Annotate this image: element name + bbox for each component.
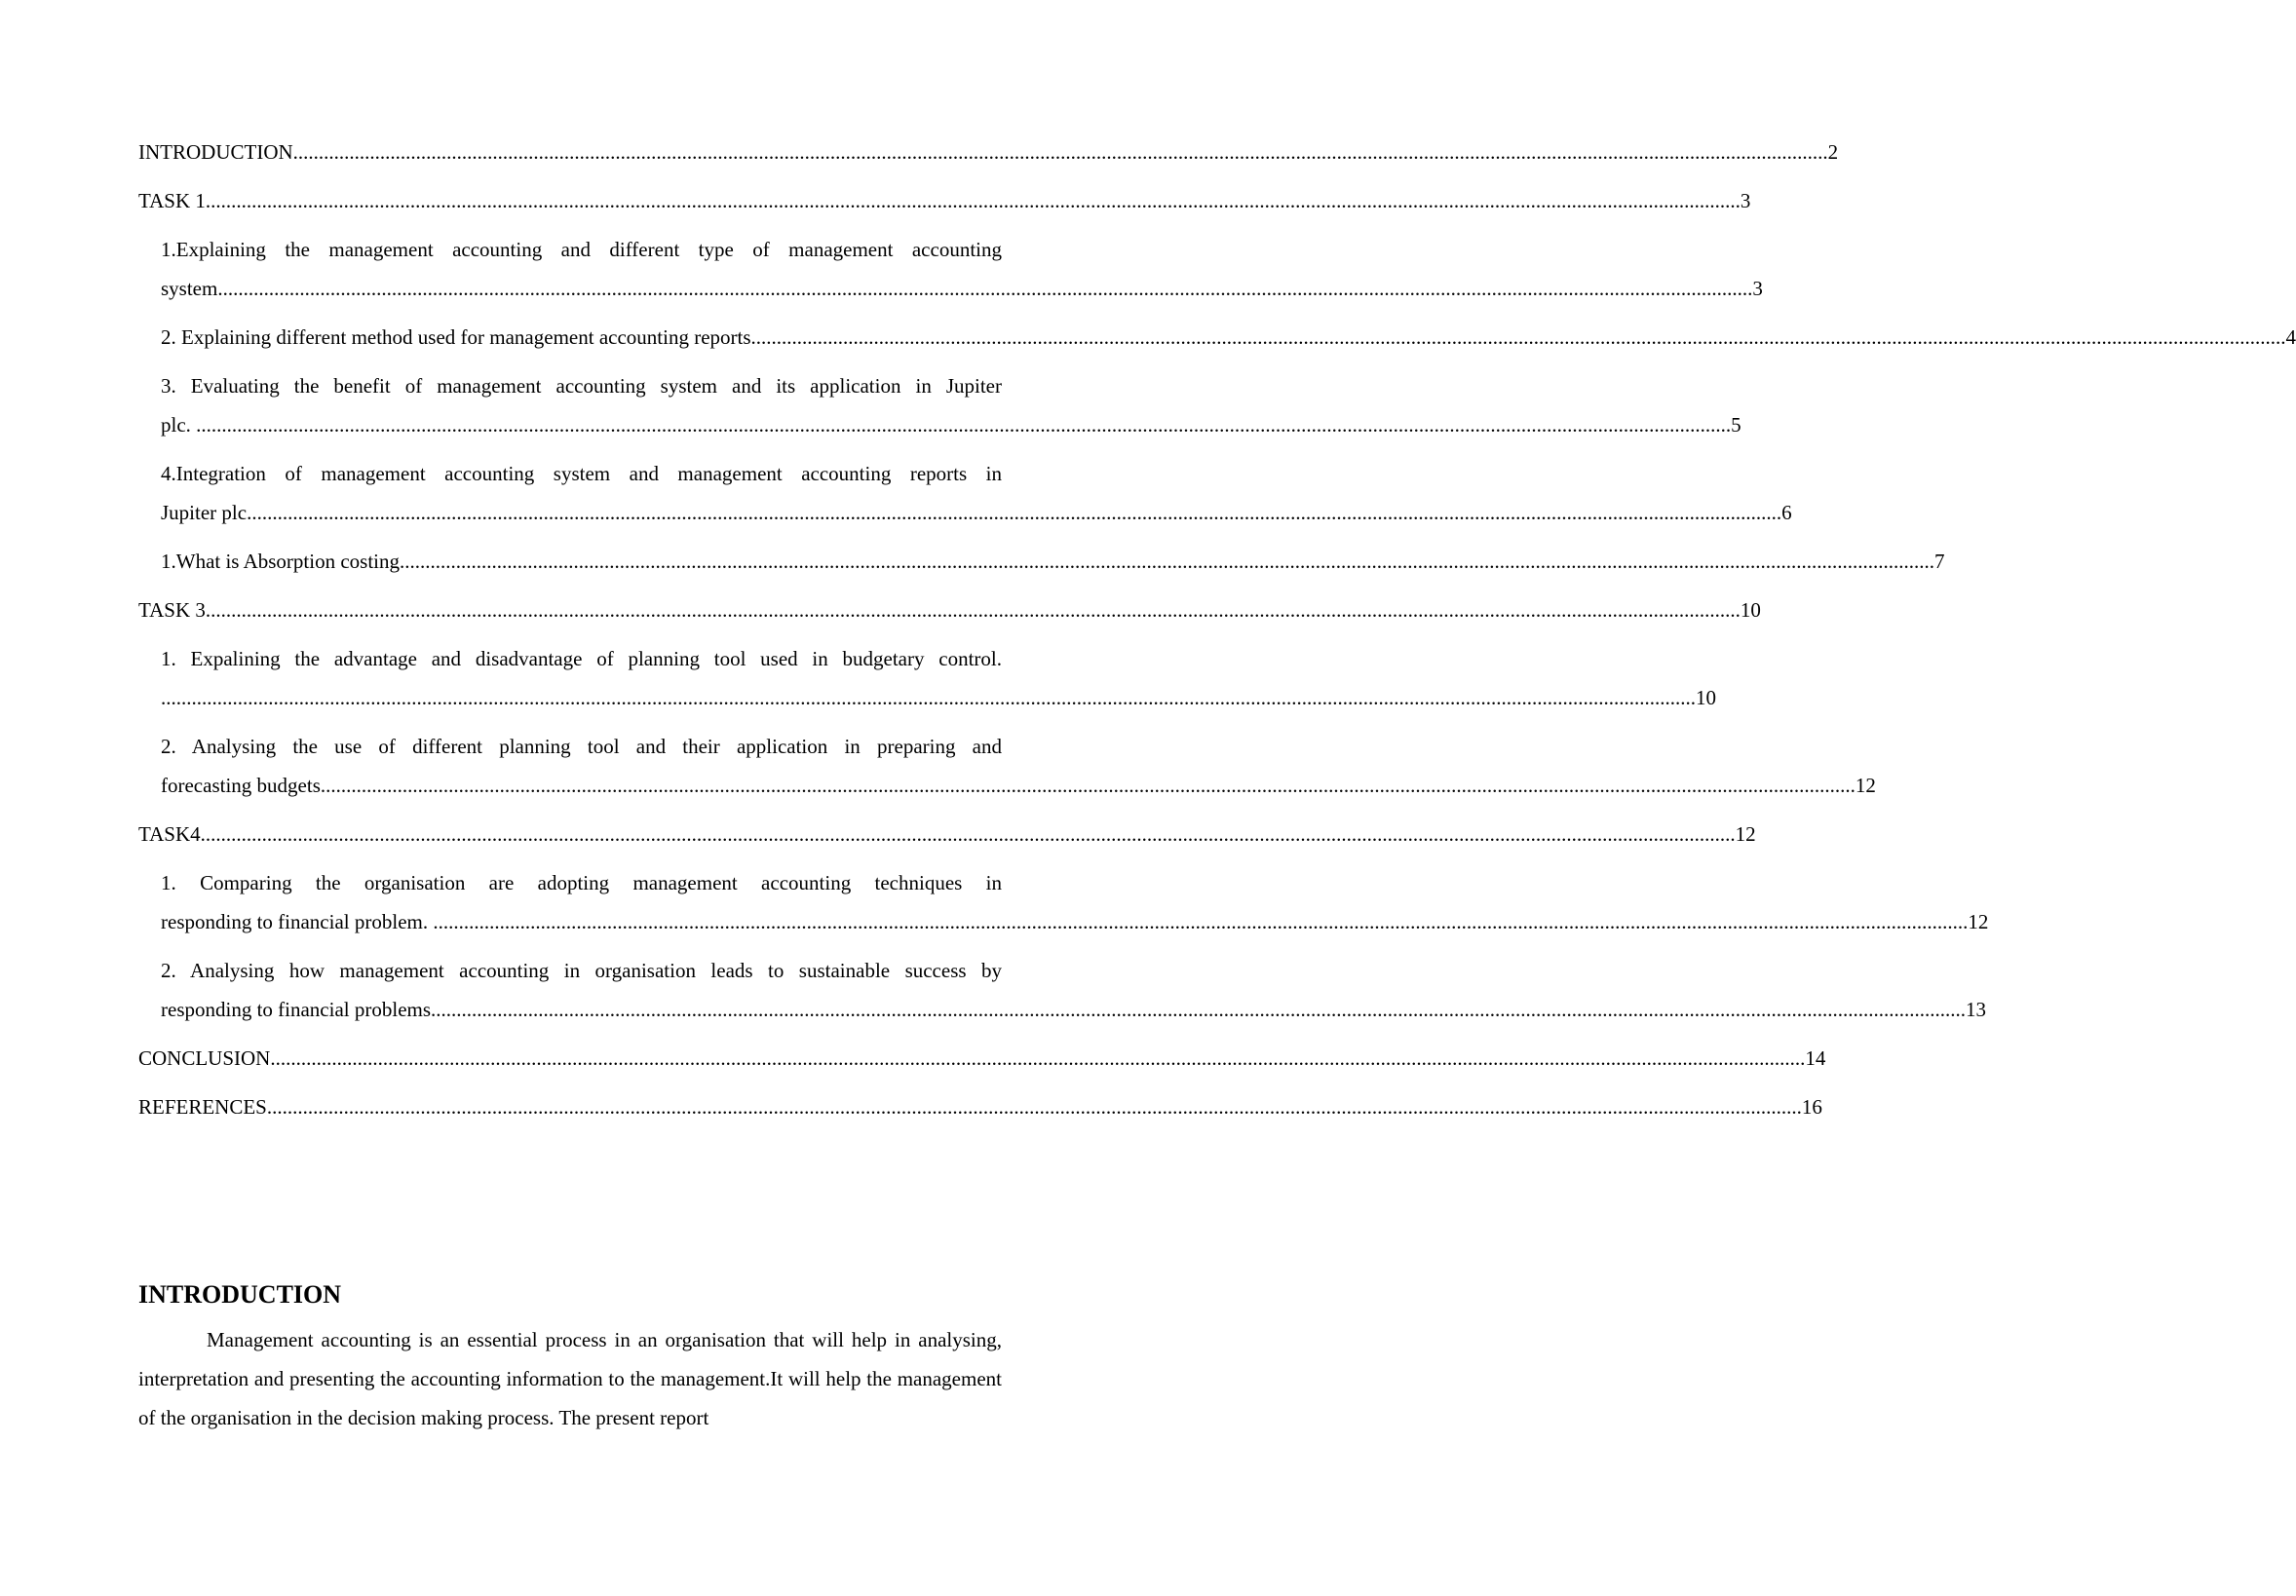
toc-page-number: 10 (1696, 686, 1716, 709)
toc-page-number: 2 (1827, 140, 1839, 164)
toc-entry-task4-2[interactable] (138, 951, 1987, 1029)
toc-leader-dots: ............................................................................................................................................................................................................................................................................................................ (433, 910, 1969, 933)
section-heading: INTRODUCTION (138, 1280, 342, 1309)
toc-entry-title: Jupiter plc (161, 501, 248, 524)
toc-entry-task4-1[interactable] (138, 863, 1989, 941)
toc-entry-title: TASK4 (138, 822, 201, 846)
toc-page-number: 5 (1731, 413, 1741, 437)
toc-entry-title: TASK 3 (138, 598, 206, 622)
toc-entry-task3-1[interactable] (138, 639, 1716, 717)
toc-entry-title-line1: 1. Comparing the organisation are adopting management accounting techniques in (161, 871, 1002, 894)
toc-entry-title: REFERENCES (138, 1095, 267, 1119)
toc-entry-title: forecasting budgets (161, 774, 321, 797)
toc-entry-title-line1: 4.Integration of management accounting system and management accounting reports in (161, 462, 1002, 485)
toc-leader-dots: ............................................................................................................................................................................................................................................................................................................ (247, 501, 1782, 524)
table-of-contents (138, 133, 2296, 1136)
toc-leader-dots: ............................................................................................................................................................................................................................................................................................................ (270, 1046, 1806, 1070)
toc-leader-dots: ............................................................................................................................................................................................................................................................................................................ (217, 277, 1753, 300)
toc-leader-dots: ............................................................................................................................................................................................................................................................................................................ (266, 1095, 1802, 1119)
toc-leader-dots: ............................................................................................................................................................................................................................................................................................................ (205, 189, 1741, 212)
toc-leader-dots: ............................................................................................................................................................................................................................................................................................................ (400, 550, 1934, 573)
toc-page-number: 4 (2285, 325, 2296, 349)
toc-entry-title: TASK 1 (138, 189, 206, 212)
toc-entry-task-1[interactable] (138, 181, 1751, 220)
toc-page-number: 12 (1968, 910, 1989, 933)
toc-entry-task3-2[interactable] (138, 727, 1876, 805)
toc-entry-task-4[interactable] (138, 815, 1756, 854)
toc-entry-introduction[interactable] (138, 133, 1839, 171)
toc-page-number: 14 (1805, 1046, 1826, 1070)
toc-page-number: 3 (1752, 277, 1763, 300)
toc-entry-task1-3[interactable] (138, 366, 1741, 444)
toc-page-number: 3 (1740, 189, 1751, 212)
toc-leader-dots: ............................................................................................................................................................................................................................................................................................................ (205, 598, 1741, 622)
toc-entry-absorption-costing[interactable] (138, 542, 1945, 581)
toc-leader-dots: ............................................................................................................................................................................................................................................................................................................ (292, 140, 1828, 164)
toc-entry-title-line1: 2. Analysing how management accounting in organisation leads to sustainable success by (161, 959, 1002, 982)
toc-entry-title: 2. Explaining different method used for management accounting reports (161, 325, 751, 349)
intro-paragraph: Management accounting is an essential process in an organisation that will help in analysing, interpretation and presenting the accounting information to the management.It will help the management of the organisation in the decision making process. The present report (138, 1328, 1002, 1429)
toc-page-number: 10 (1740, 598, 1761, 622)
toc-page-number: 16 (1801, 1095, 1822, 1119)
toc-entry-title-line1: 2. Analysing the use of different planning tool and their application in preparing and (161, 735, 1002, 758)
toc-page-number: 13 (1966, 998, 1987, 1021)
toc-entry-task1-1[interactable] (138, 230, 1763, 308)
toc-entry-task-3[interactable] (138, 590, 1761, 629)
toc-leader-dots: ............................................................................................................................................................................................................................................................................................................ (431, 998, 1967, 1021)
toc-entry-title: plc. (161, 413, 197, 437)
toc-leader-dots: ............................................................................................................................................................................................................................................................................................................ (750, 325, 2286, 349)
toc-entry-title: INTRODUCTION (138, 140, 293, 164)
toc-entry-title: responding to financial problems (161, 998, 432, 1021)
toc-leader-dots: ............................................................................................................................................................................................................................................................................................................ (196, 413, 1732, 437)
toc-leader-dots: ............................................................................................................................................................................................................................................................................................................ (161, 686, 1696, 709)
toc-entry-title: system (161, 277, 218, 300)
toc-page-number: 12 (1855, 774, 1876, 797)
toc-entry-task1-4[interactable] (138, 454, 1792, 532)
toc-leader-dots: ............................................................................................................................................................................................................................................................................................................ (200, 822, 1736, 846)
toc-page-number: 7 (1934, 550, 1945, 573)
toc-page-number: 12 (1735, 822, 1756, 846)
toc-leader-dots: ............................................................................................................................................................................................................................................................................................................ (320, 774, 1856, 797)
toc-entry-title-line1: 1. Expalining the advantage and disadvantage of planning tool used in budgetary control. (161, 647, 1002, 670)
toc-entry-title-line1: 3. Evaluating the benefit of management accounting system and its application in Jupiter (161, 374, 1002, 398)
toc-entry-title-line1: 1.Explaining the management accounting and different type of management accounting (161, 238, 1002, 261)
toc-entry-title: CONCLUSION (138, 1046, 271, 1070)
toc-entry-task1-2[interactable] (138, 318, 2296, 357)
toc-entry-title: responding to financial problem. (161, 910, 434, 933)
toc-entry-title: 1.What is Absorption costing (161, 550, 400, 573)
toc-page-number: 6 (1781, 501, 1792, 524)
toc-entry-references[interactable] (138, 1087, 1822, 1126)
toc-entry-conclusion[interactable] (138, 1039, 1826, 1078)
